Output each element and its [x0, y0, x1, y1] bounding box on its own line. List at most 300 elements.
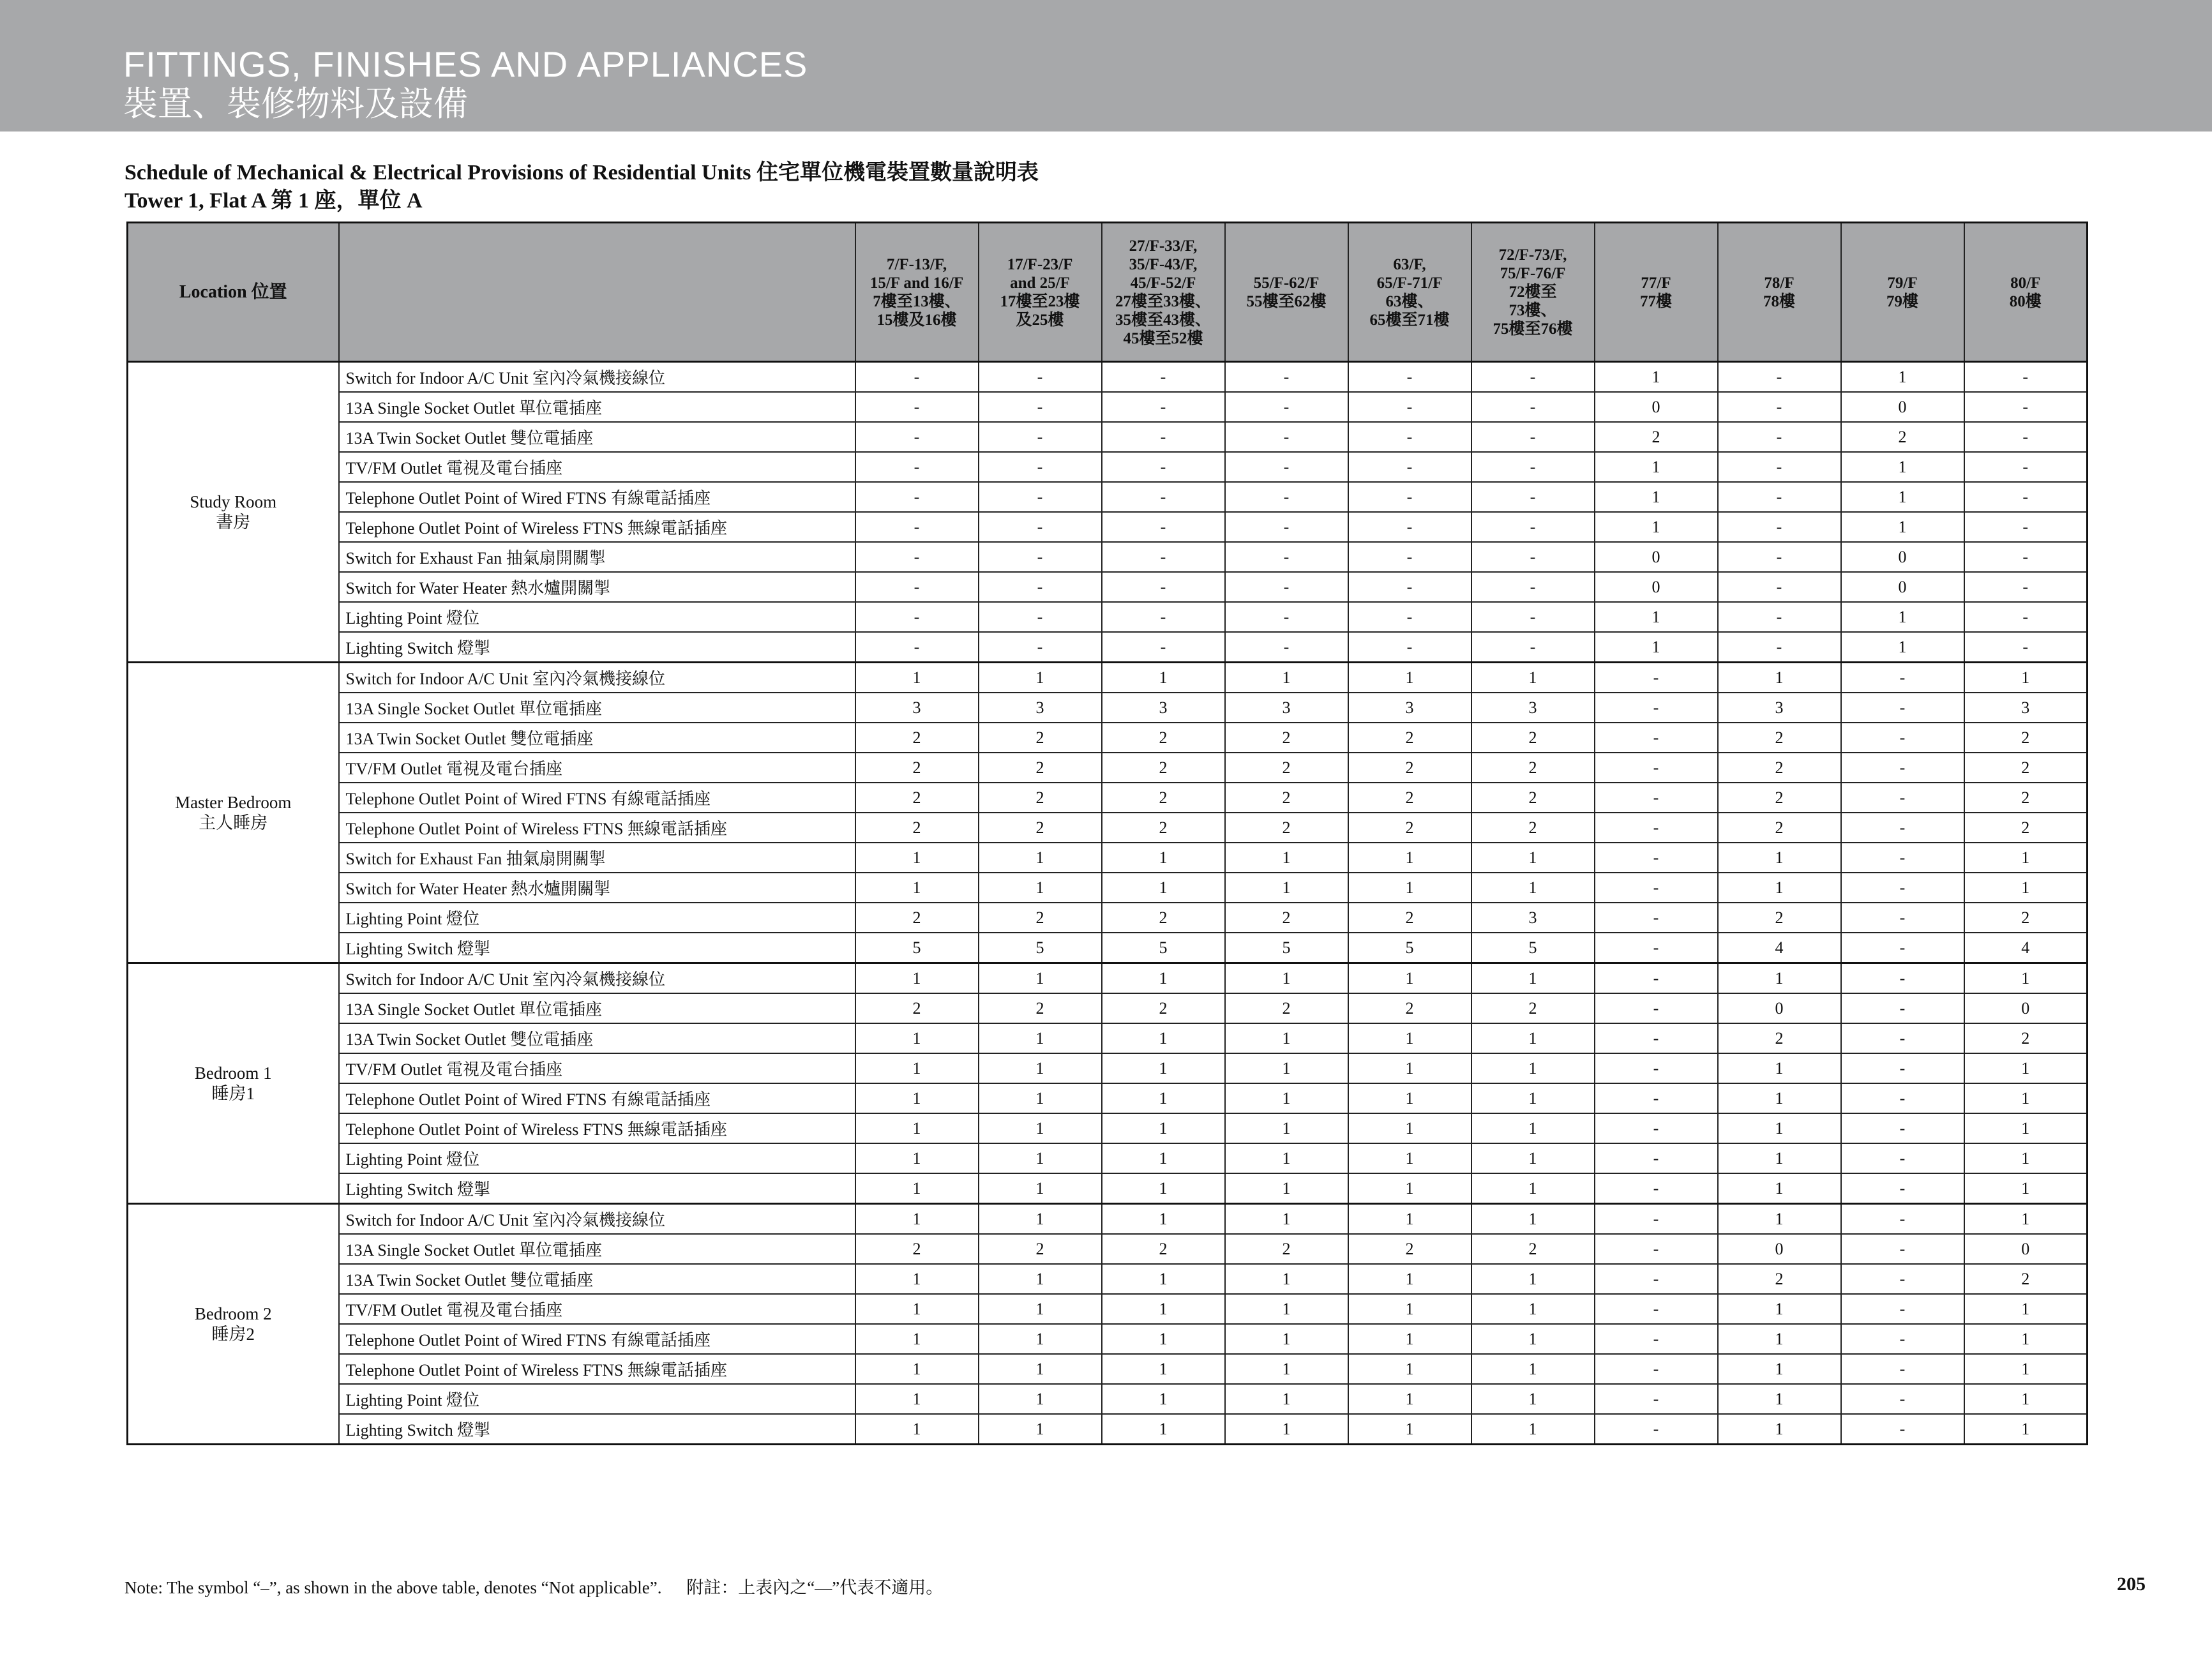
quantity-cell: 2 — [1964, 783, 2088, 813]
flat-title: Tower 1, Flat A 第 1 座，單位 A — [124, 189, 423, 213]
quantity-cell: 0 — [1841, 392, 1964, 422]
quantity-cell: 1 — [1225, 1053, 1348, 1083]
quantity-cell: - — [1964, 632, 2088, 663]
quantity-cell: 1 — [1841, 482, 1964, 512]
provision-item: Telephone Outlet Point of Wireless FTNS 無線電話插座 — [339, 813, 855, 843]
table-row — [128, 873, 2088, 903]
quantity-cell: - — [1841, 1264, 1964, 1294]
quantity-cell: 2 — [1718, 1264, 1841, 1294]
table-body — [128, 362, 2088, 1445]
table-row — [128, 843, 2088, 873]
quantity-cell: 1 — [1348, 1204, 1471, 1235]
quantity-cell: 1 — [1718, 873, 1841, 903]
quantity-cell: 2 — [1471, 783, 1595, 813]
quantity-cell: 0 — [1841, 572, 1964, 602]
floor-column-header-line: 45樓至52樓 — [1123, 329, 1203, 347]
quantity-cell: 2 — [1964, 903, 2088, 933]
quantity-cell: 1 — [1964, 1324, 2088, 1354]
quantity-cell: - — [1841, 903, 1964, 933]
quantity-cell: - — [1348, 632, 1471, 663]
table-row — [128, 572, 2088, 602]
quantity-cell: - — [1595, 783, 1718, 813]
quantity-cell: 1 — [855, 1264, 979, 1294]
quantity-cell: 1 — [1225, 663, 1348, 693]
quantity-cell: 2 — [1348, 813, 1471, 843]
quantity-cell: 1 — [1718, 663, 1841, 693]
table-row — [128, 753, 2088, 783]
floor-column-header-line: 77樓 — [1639, 292, 1672, 310]
quantity-cell: 0 — [1595, 392, 1718, 422]
room-label-line: 睡房1 — [211, 1084, 255, 1103]
quantity-cell: 1 — [1102, 1354, 1225, 1384]
room-label-line: 睡房2 — [211, 1325, 255, 1344]
quantity-cell: - — [1841, 1143, 1964, 1173]
quantity-cell: 2 — [1348, 1234, 1471, 1264]
quantity-cell: 2 — [1348, 783, 1471, 813]
quantity-cell: - — [1595, 1324, 1718, 1354]
table-row — [128, 452, 2088, 482]
quantity-cell: 2 — [1102, 753, 1225, 783]
section-title-zh: 裝置、裝修物料及設備 — [123, 84, 468, 124]
quantity-cell: - — [1841, 1113, 1964, 1143]
quantity-cell: 1 — [1471, 1113, 1595, 1143]
quantity-cell: - — [1471, 452, 1595, 482]
quantity-cell: 1 — [1471, 663, 1595, 693]
quantity-cell: 0 — [1841, 542, 1964, 572]
quantity-cell: 1 — [1348, 1113, 1471, 1143]
floor-column-header-line: 27樓至33樓、 — [1115, 292, 1211, 310]
quantity-cell: 1 — [1964, 1384, 2088, 1414]
quantity-cell: - — [1471, 422, 1595, 452]
quantity-cell: - — [1471, 482, 1595, 512]
quantity-cell: - — [1595, 813, 1718, 843]
quantity-cell: 1 — [979, 1083, 1102, 1113]
quantity-cell: 2 — [979, 1234, 1102, 1264]
quantity-cell: 1 — [1964, 1294, 2088, 1324]
room-label-line: Bedroom 2 — [194, 1304, 272, 1323]
quantity-cell: 1 — [1348, 1023, 1471, 1053]
quantity-cell: 5 — [1471, 933, 1595, 963]
quantity-cell: 5 — [855, 933, 979, 963]
quantity-cell: - — [1964, 392, 2088, 422]
quantity-cell: - — [1964, 362, 2088, 393]
quantity-cell: 2 — [1225, 783, 1348, 813]
floor-column-header-line: 55樓至62樓 — [1246, 292, 1327, 310]
table-row — [128, 693, 2088, 723]
quantity-cell: 1 — [1102, 1204, 1225, 1235]
quantity-cell: - — [855, 602, 979, 632]
floor-column-header-line: 73樓、 — [1509, 302, 1557, 319]
quantity-cell: 1 — [1964, 873, 2088, 903]
floor-column-header-line: 15/F and 16/F — [869, 274, 964, 292]
quantity-cell: 1 — [1102, 1384, 1225, 1414]
quantity-cell: 2 — [1964, 753, 2088, 783]
quantity-cell: - — [979, 512, 1102, 542]
quantity-cell: 1 — [1348, 1083, 1471, 1113]
quantity-cell: 1 — [979, 1324, 1102, 1354]
quantity-cell: - — [1718, 422, 1841, 452]
quantity-cell: 5 — [979, 933, 1102, 963]
floor-column-header-line: 65/F-71/F — [1376, 274, 1443, 292]
quantity-cell: 1 — [1225, 963, 1348, 994]
quantity-cell: 1 — [979, 963, 1102, 994]
quantity-cell: 1 — [979, 1264, 1102, 1294]
quantity-cell: - — [1595, 1384, 1718, 1414]
quantity-cell: - — [1348, 392, 1471, 422]
quantity-cell: 1 — [1348, 1384, 1471, 1414]
provision-item: TV/FM Outlet 電視及電台插座 — [339, 452, 855, 482]
footnote — [124, 1574, 943, 1598]
quantity-cell: - — [1595, 1113, 1718, 1143]
quantity-cell: 1 — [1225, 1354, 1348, 1384]
provision-item: Switch for Exhaust Fan 抽氣扇開關掣 — [339, 843, 855, 873]
floor-column-header-line: 及25樓 — [1016, 311, 1064, 329]
quantity-cell: 1 — [1841, 452, 1964, 482]
room-label-line: 主人睡房 — [199, 813, 268, 832]
provision-item: 13A Twin Socket Outlet 雙位電插座 — [339, 422, 855, 452]
floor-column-header-line: 17樓至23樓 — [1000, 292, 1080, 310]
page-number: 205 — [2117, 1574, 2146, 1595]
quantity-cell: - — [979, 602, 1102, 632]
quantity-cell: - — [855, 512, 979, 542]
provision-item: Telephone Outlet Point of Wired FTNS 有線電話插座 — [339, 783, 855, 813]
quantity-cell: - — [1595, 723, 1718, 753]
quantity-cell: 2 — [1964, 723, 2088, 753]
provision-item: 13A Single Socket Outlet 單位電插座 — [339, 1234, 855, 1264]
quantity-cell: 1 — [1471, 1264, 1595, 1294]
quantity-cell: 1 — [1718, 1083, 1841, 1113]
provision-item: Lighting Switch 燈掣 — [339, 632, 855, 663]
quantity-cell: - — [1964, 452, 2088, 482]
quantity-cell: 1 — [855, 1083, 979, 1113]
quantity-cell: 1 — [1102, 1143, 1225, 1173]
quantity-cell: - — [979, 572, 1102, 602]
quantity-cell: - — [1348, 542, 1471, 572]
quantity-cell: - — [855, 572, 979, 602]
table-row — [128, 422, 2088, 452]
quantity-cell: 0 — [1964, 1234, 2088, 1264]
table-row — [128, 362, 2088, 393]
quantity-cell: 1 — [1471, 1324, 1595, 1354]
quantity-cell: 2 — [1471, 993, 1595, 1023]
quantity-cell: 1 — [855, 1384, 979, 1414]
quantity-cell: 2 — [1225, 1234, 1348, 1264]
quantity-cell: 2 — [855, 723, 979, 753]
quantity-cell: 1 — [1595, 602, 1718, 632]
quantity-cell: - — [979, 422, 1102, 452]
quantity-cell: - — [1964, 422, 2088, 452]
quantity-cell: - — [1225, 362, 1348, 393]
quantity-cell: - — [1595, 1083, 1718, 1113]
quantity-cell: - — [855, 632, 979, 663]
quantity-cell: 1 — [1348, 1414, 1471, 1445]
floor-column-header-line: 7樓至13樓、 — [873, 292, 961, 310]
provision-item: Lighting Switch 燈掣 — [339, 933, 855, 963]
quantity-cell: - — [1841, 1414, 1964, 1445]
quantity-cell: 1 — [979, 873, 1102, 903]
quantity-cell: 1 — [1102, 1294, 1225, 1324]
quantity-cell: - — [1102, 422, 1225, 452]
quantity-cell: 1 — [1102, 663, 1225, 693]
quantity-cell: - — [1102, 572, 1225, 602]
provision-item: Lighting Point 燈位 — [339, 903, 855, 933]
quantity-cell: 2 — [1102, 993, 1225, 1023]
provisions-table — [126, 222, 2088, 1445]
quantity-cell: 1 — [855, 1023, 979, 1053]
quantity-cell: 1 — [1225, 1294, 1348, 1324]
quantity-cell: - — [855, 452, 979, 482]
quantity-cell: 1 — [1964, 1083, 2088, 1113]
quantity-cell: 2 — [1348, 993, 1471, 1023]
floor-column-header-line: 79/F — [1887, 274, 1918, 292]
quantity-cell: 1 — [1102, 1414, 1225, 1445]
quantity-cell: 1 — [1348, 1264, 1471, 1294]
quantity-cell: - — [1841, 783, 1964, 813]
quantity-cell: 1 — [1348, 1324, 1471, 1354]
table-row — [128, 1354, 2088, 1384]
floor-column-header-line: 78/F — [1764, 274, 1794, 292]
quantity-cell: 1 — [979, 1113, 1102, 1143]
quantity-cell: - — [1102, 602, 1225, 632]
table-row — [128, 1083, 2088, 1113]
table-row — [128, 602, 2088, 632]
quantity-cell: - — [1471, 572, 1595, 602]
quantity-cell: - — [1841, 1023, 1964, 1053]
room-label-line: Master Bedroom — [175, 793, 292, 812]
quantity-cell: 1 — [1225, 873, 1348, 903]
quantity-cell: 2 — [855, 993, 979, 1023]
quantity-cell: - — [1348, 362, 1471, 393]
quantity-cell: - — [1841, 753, 1964, 783]
quantity-cell: 2 — [979, 783, 1102, 813]
quantity-cell: - — [1595, 963, 1718, 994]
quantity-cell: 1 — [1964, 1053, 2088, 1083]
quantity-cell: - — [1595, 1023, 1718, 1053]
quantity-cell: - — [979, 362, 1102, 393]
quantity-cell: - — [1841, 1053, 1964, 1083]
quantity-cell: - — [1718, 542, 1841, 572]
floor-column-header-line: 72/F-73/F, — [1498, 246, 1567, 264]
quantity-cell: 1 — [1841, 602, 1964, 632]
floor-column-header-line: 78樓 — [1763, 292, 1795, 310]
floor-column-header-line: 7/F-13/F, — [886, 255, 947, 273]
floor-column-header-line: 65樓至71樓 — [1369, 311, 1450, 329]
quantity-cell: - — [1841, 933, 1964, 963]
quantity-cell: 2 — [1718, 1023, 1841, 1053]
quantity-cell: 1 — [1102, 1083, 1225, 1113]
provision-item: Telephone Outlet Point of Wired FTNS 有線電話插座 — [339, 1324, 855, 1354]
quantity-cell: 2 — [855, 813, 979, 843]
quantity-cell: - — [1348, 512, 1471, 542]
quantity-cell: 1 — [855, 663, 979, 693]
quantity-cell: 1 — [979, 1354, 1102, 1384]
quantity-cell: 1 — [1841, 362, 1964, 393]
provision-item: 13A Single Socket Outlet 單位電插座 — [339, 693, 855, 723]
quantity-cell: - — [1102, 632, 1225, 663]
quantity-cell: 1 — [1595, 512, 1718, 542]
floor-column-header-line: and 25/F — [1010, 274, 1070, 292]
quantity-cell: 1 — [855, 963, 979, 994]
quantity-cell: - — [1471, 602, 1595, 632]
floor-column-header-line: 80/F — [2010, 274, 2041, 292]
room-label — [128, 362, 339, 663]
quantity-cell: - — [1471, 512, 1595, 542]
provision-item: 13A Single Socket Outlet 單位電插座 — [339, 993, 855, 1023]
quantity-cell: 2 — [1225, 723, 1348, 753]
table-row — [128, 1324, 2088, 1354]
quantity-cell: 1 — [979, 1053, 1102, 1083]
floor-column-header-line: 75樓至76樓 — [1493, 320, 1573, 338]
quantity-cell: - — [1102, 362, 1225, 393]
quantity-cell: 1 — [1964, 963, 2088, 994]
quantity-cell: - — [1102, 542, 1225, 572]
quantity-cell: - — [1102, 512, 1225, 542]
quantity-cell: - — [1718, 572, 1841, 602]
floor-column-header-line: 45/F-52/F — [1130, 274, 1196, 292]
location-header: Location 位置 — [128, 223, 339, 362]
quantity-cell: 2 — [1102, 813, 1225, 843]
quantity-cell: 1 — [1102, 1264, 1225, 1294]
quantity-cell: 2 — [1225, 813, 1348, 843]
quantity-cell: 1 — [1102, 1324, 1225, 1354]
floor-column-header-line: 35樓至43樓、 — [1115, 311, 1211, 329]
table-header-row — [128, 223, 2088, 362]
quantity-cell: 2 — [1841, 422, 1964, 452]
quantity-cell: 1 — [1471, 1294, 1595, 1324]
floor-column-header — [1595, 223, 1718, 362]
floor-column-header-line: 80樓 — [2009, 292, 2042, 310]
quantity-cell: 1 — [1595, 482, 1718, 512]
quantity-cell: 1 — [1471, 1143, 1595, 1173]
quantity-cell: - — [1595, 843, 1718, 873]
table-row — [128, 1234, 2088, 1264]
quantity-cell: - — [1348, 452, 1471, 482]
quantity-cell: 1 — [1225, 1204, 1348, 1235]
quantity-cell: 4 — [1718, 933, 1841, 963]
quantity-cell: - — [855, 482, 979, 512]
quantity-cell: 1 — [1964, 1113, 2088, 1143]
quantity-cell: 1 — [1102, 1053, 1225, 1083]
quantity-cell: - — [1595, 933, 1718, 963]
quantity-cell: 1 — [855, 1294, 979, 1324]
item-header — [339, 223, 855, 362]
quantity-cell: 2 — [1348, 903, 1471, 933]
quantity-cell: - — [1841, 813, 1964, 843]
quantity-cell: 1 — [1471, 963, 1595, 994]
room-label — [128, 963, 339, 1204]
floor-column-header-line: 55/F-62/F — [1253, 274, 1320, 292]
quantity-cell: - — [1841, 663, 1964, 693]
quantity-cell: - — [1595, 1234, 1718, 1264]
quantity-cell: 0 — [1964, 993, 2088, 1023]
quantity-cell: 1 — [1348, 873, 1471, 903]
quantity-cell: 1 — [1964, 1414, 2088, 1445]
quantity-cell: - — [1964, 572, 2088, 602]
quantity-cell: - — [979, 542, 1102, 572]
quantity-cell: - — [1225, 512, 1348, 542]
quantity-cell: 1 — [1471, 843, 1595, 873]
quantity-cell: - — [1225, 452, 1348, 482]
quantity-cell: 1 — [1225, 1083, 1348, 1113]
quantity-cell: 1 — [1964, 843, 2088, 873]
quantity-cell: 1 — [1102, 1023, 1225, 1053]
table-row — [128, 512, 2088, 542]
quantity-cell: 1 — [1348, 1354, 1471, 1384]
quantity-cell: 2 — [1348, 753, 1471, 783]
provision-item: Lighting Point 燈位 — [339, 1143, 855, 1173]
provision-item: 13A Single Socket Outlet 單位電插座 — [339, 392, 855, 422]
quantity-cell: 1 — [1102, 963, 1225, 994]
quantity-cell: 1 — [1102, 873, 1225, 903]
provision-item: Telephone Outlet Point of Wired FTNS 有線電話插座 — [339, 482, 855, 512]
quantity-cell: - — [1718, 362, 1841, 393]
quantity-cell: 2 — [1225, 903, 1348, 933]
quantity-cell: 1 — [979, 1204, 1102, 1235]
quantity-cell: 1 — [1718, 1204, 1841, 1235]
quantity-cell: 1 — [1348, 1294, 1471, 1324]
quantity-cell: 1 — [979, 843, 1102, 873]
quantity-cell: 0 — [1595, 542, 1718, 572]
quantity-cell: 1 — [1964, 1143, 2088, 1173]
quantity-cell: 1 — [1348, 1143, 1471, 1173]
quantity-cell: 1 — [1595, 632, 1718, 663]
quantity-cell: 2 — [979, 813, 1102, 843]
quantity-cell: 1 — [1841, 632, 1964, 663]
table-row — [128, 963, 2088, 994]
provision-item: Lighting Point 燈位 — [339, 602, 855, 632]
quantity-cell: 3 — [855, 693, 979, 723]
quantity-cell: 1 — [1348, 1053, 1471, 1083]
quantity-cell: 5 — [1348, 933, 1471, 963]
table-row — [128, 783, 2088, 813]
floor-column-header-line: 63/F, — [1393, 255, 1426, 273]
provision-item: Telephone Outlet Point of Wireless FTNS 無線電話插座 — [339, 1354, 855, 1384]
quantity-cell: 1 — [1471, 1083, 1595, 1113]
quantity-cell: 1 — [1225, 1173, 1348, 1204]
quantity-cell: - — [1225, 572, 1348, 602]
quantity-cell: - — [1964, 512, 2088, 542]
quantity-cell: 1 — [855, 1204, 979, 1235]
quantity-cell: - — [1718, 602, 1841, 632]
quantity-cell: - — [1718, 512, 1841, 542]
quantity-cell: 2 — [1718, 813, 1841, 843]
quantity-cell: 2 — [855, 783, 979, 813]
quantity-cell: - — [1595, 1294, 1718, 1324]
quantity-cell: 2 — [1964, 813, 2088, 843]
quantity-cell: 1 — [1225, 843, 1348, 873]
quantity-cell: 2 — [1348, 723, 1471, 753]
provision-item: Switch for Indoor A/C Unit 室內冷氣機接線位 — [339, 1204, 855, 1235]
quantity-cell: - — [1718, 632, 1841, 663]
quantity-cell: 1 — [855, 1414, 979, 1445]
quantity-cell: 2 — [1964, 1023, 2088, 1053]
quantity-cell: 3 — [1964, 693, 2088, 723]
provision-item: Lighting Switch 燈掣 — [339, 1173, 855, 1204]
table-row — [128, 1264, 2088, 1294]
table-row — [128, 813, 2088, 843]
quantity-cell: 2 — [855, 903, 979, 933]
quantity-cell: 1 — [1348, 1173, 1471, 1204]
table-row — [128, 1204, 2088, 1235]
quantity-cell: 2 — [1471, 1234, 1595, 1264]
quantity-cell: 1 — [855, 1143, 979, 1173]
quantity-cell: 1 — [1595, 452, 1718, 482]
floor-column-header-line: 17/F-23/F — [1007, 255, 1073, 273]
quantity-cell: 2 — [1225, 993, 1348, 1023]
table-row — [128, 632, 2088, 663]
floor-column-header — [855, 223, 979, 362]
quantity-cell: 1 — [1595, 362, 1718, 393]
